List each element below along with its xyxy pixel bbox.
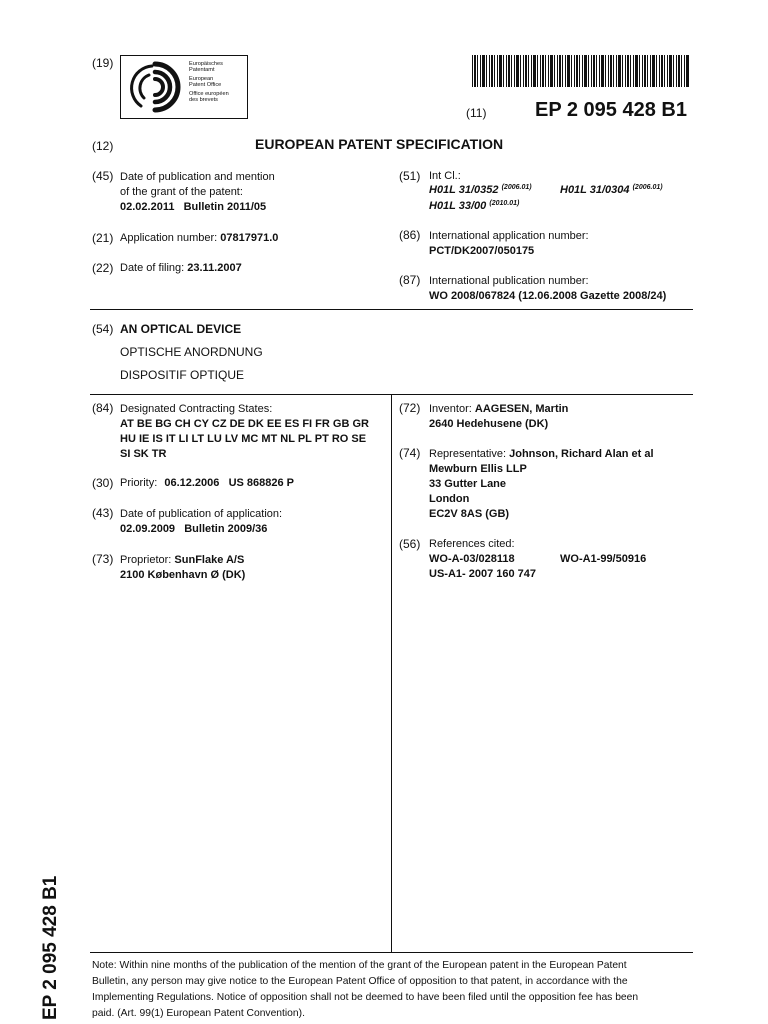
inventor-address: 2640 Hedehusene (DK) [429, 418, 549, 430]
grant-publication-label-1: Date of publication and mention [120, 171, 275, 183]
code-73: (73) [92, 552, 114, 566]
designated-states-line: AT BE BG CH CY CZ DE DK EE ES FI FR GB GR [120, 418, 369, 430]
application-number-field [120, 232, 278, 244]
int-cl-class-3: H01L 33/00 $^{(2010.01)}$ [429, 200, 520, 212]
references-label: References cited: [429, 538, 515, 550]
intl-application-value: PCT/DK2007/050175 [429, 245, 535, 257]
designated-states-label: Designated Contracting States: [120, 403, 273, 415]
intl-publication-field [429, 274, 666, 304]
int-cl-class-2: H01L 31/0304 $^{(2006.01)}$ [560, 184, 663, 196]
divider-top [90, 309, 693, 310]
int-cl-label: Int Cl.: [429, 170, 461, 182]
reference-item: WO-A-03/028118 [429, 553, 515, 565]
code-86: (86) [399, 228, 421, 242]
representative-label: Representative: [429, 448, 507, 460]
filing-date-field [120, 262, 242, 274]
priority-field [120, 477, 294, 489]
code-87: (87) [399, 273, 421, 287]
application-publication-field [120, 507, 282, 537]
intl-application-label: International application number: [429, 230, 589, 242]
code-12: (12) [92, 139, 114, 153]
grant-publication-label-2: of the grant of the patent: [120, 186, 243, 198]
representative-address-line: London [429, 493, 470, 505]
office-name: Europäisches Patentamt European Patent Office Office européen des brevets [189, 61, 229, 104]
representative-name: Johnson, Richard Alan et al [509, 448, 654, 460]
note-line: Implementing Regulations. Notice of opposition shall not be deemed to have been filed until the opposition fee has been [92, 992, 639, 1003]
epo-logo [120, 55, 248, 119]
intl-publication-value: WO 2008/067824 (12.06.2008 Gazette 2008/24) [429, 290, 667, 302]
proprietor-field [120, 553, 245, 583]
priority-label: Priority: [120, 477, 158, 489]
title-fr: DISPOSITIF OPTIQUE [120, 368, 245, 382]
int-cl-class-1: H01L 31/0352 $^{(2006.01)}$ [429, 184, 532, 196]
divider-bottom [90, 952, 693, 953]
designated-states-line: HU IE IS IT LI LT LU LV MC MT NL PL PT RO SE [120, 433, 367, 445]
code-30: (30) [92, 476, 114, 490]
title-en: AN OPTICAL DEVICE [120, 322, 242, 336]
note-line: paid. (Art. 99(1) European Patent Convention). [92, 1008, 305, 1019]
title-de: OPTISCHE ANORDNUNG [120, 345, 263, 359]
inventor-name: AAGESEN, Martin [474, 403, 569, 415]
code-74: (74) [399, 446, 421, 460]
priority-value: 06.12.2006 US 868826 P [164, 477, 295, 489]
note-line: Bulletin, any person may give notice to the European Patent Office of opposition to that patent, in accordance with the [92, 976, 628, 987]
grant-publication-field [120, 170, 275, 215]
application-publication-value: 02.09.2009 Bulletin 2009/36 [120, 523, 268, 535]
filing-date-value: 23.11.2007 [187, 262, 242, 274]
proprietor-label: Proprietor: [120, 554, 172, 566]
code-11: (11) [466, 106, 487, 120]
code-21: (21) [92, 231, 114, 245]
code-43: (43) [92, 506, 114, 520]
representative-address-line: EC2V 8AS (GB) [429, 508, 510, 520]
side-patent-number: EP 2 095 428 B1 [40, 875, 61, 1020]
proprietor-name: SunFlake A/S [174, 554, 245, 566]
patent-number: EP 2 095 428 B1 [535, 99, 687, 121]
representative-address-line: Mewburn Ellis LLP [429, 463, 527, 475]
filing-date-label: Date of filing: [120, 262, 185, 274]
code-72: (72) [399, 401, 421, 415]
note-line: Note: Within nine months of the publication of the mention of the grant of the European patent in the European Patent [92, 960, 627, 971]
grant-publication-value: 02.02.2011 Bulletin 2011/05 [120, 201, 267, 213]
code-45: (45) [92, 169, 114, 183]
opposition-note [92, 958, 692, 1022]
representative-field [429, 447, 654, 522]
code-51: (51) [399, 169, 421, 183]
column-divider [391, 394, 392, 952]
reference-item: US-A1- 2007 160 747 [429, 568, 537, 580]
code-84: (84) [92, 401, 114, 415]
designated-states-field [120, 402, 369, 462]
application-number-value: 07817971.0 [220, 232, 279, 244]
intl-publication-label: International publication number: [429, 275, 589, 287]
inventor-label: Inventor: [429, 403, 472, 415]
representative-address-line: 33 Gutter Lane [429, 478, 507, 490]
inventor-field [429, 402, 568, 432]
barcode [472, 55, 690, 87]
proprietor-address: 2100 København Ø (DK) [120, 569, 246, 581]
reference-item: WO-A1-99/50916 [560, 553, 647, 565]
code-19: (19) [92, 56, 114, 70]
code-22: (22) [92, 261, 114, 275]
document-type: EUROPEAN PATENT SPECIFICATION [255, 136, 504, 152]
epo-logo-icon [125, 56, 185, 118]
application-publication-label: Date of publication of application: [120, 508, 283, 520]
application-number-label: Application number: [120, 232, 218, 244]
code-56: (56) [399, 537, 421, 551]
intl-application-field [429, 229, 589, 259]
code-54: (54) [92, 322, 114, 336]
designated-states-line: SI SK TR [120, 448, 167, 460]
